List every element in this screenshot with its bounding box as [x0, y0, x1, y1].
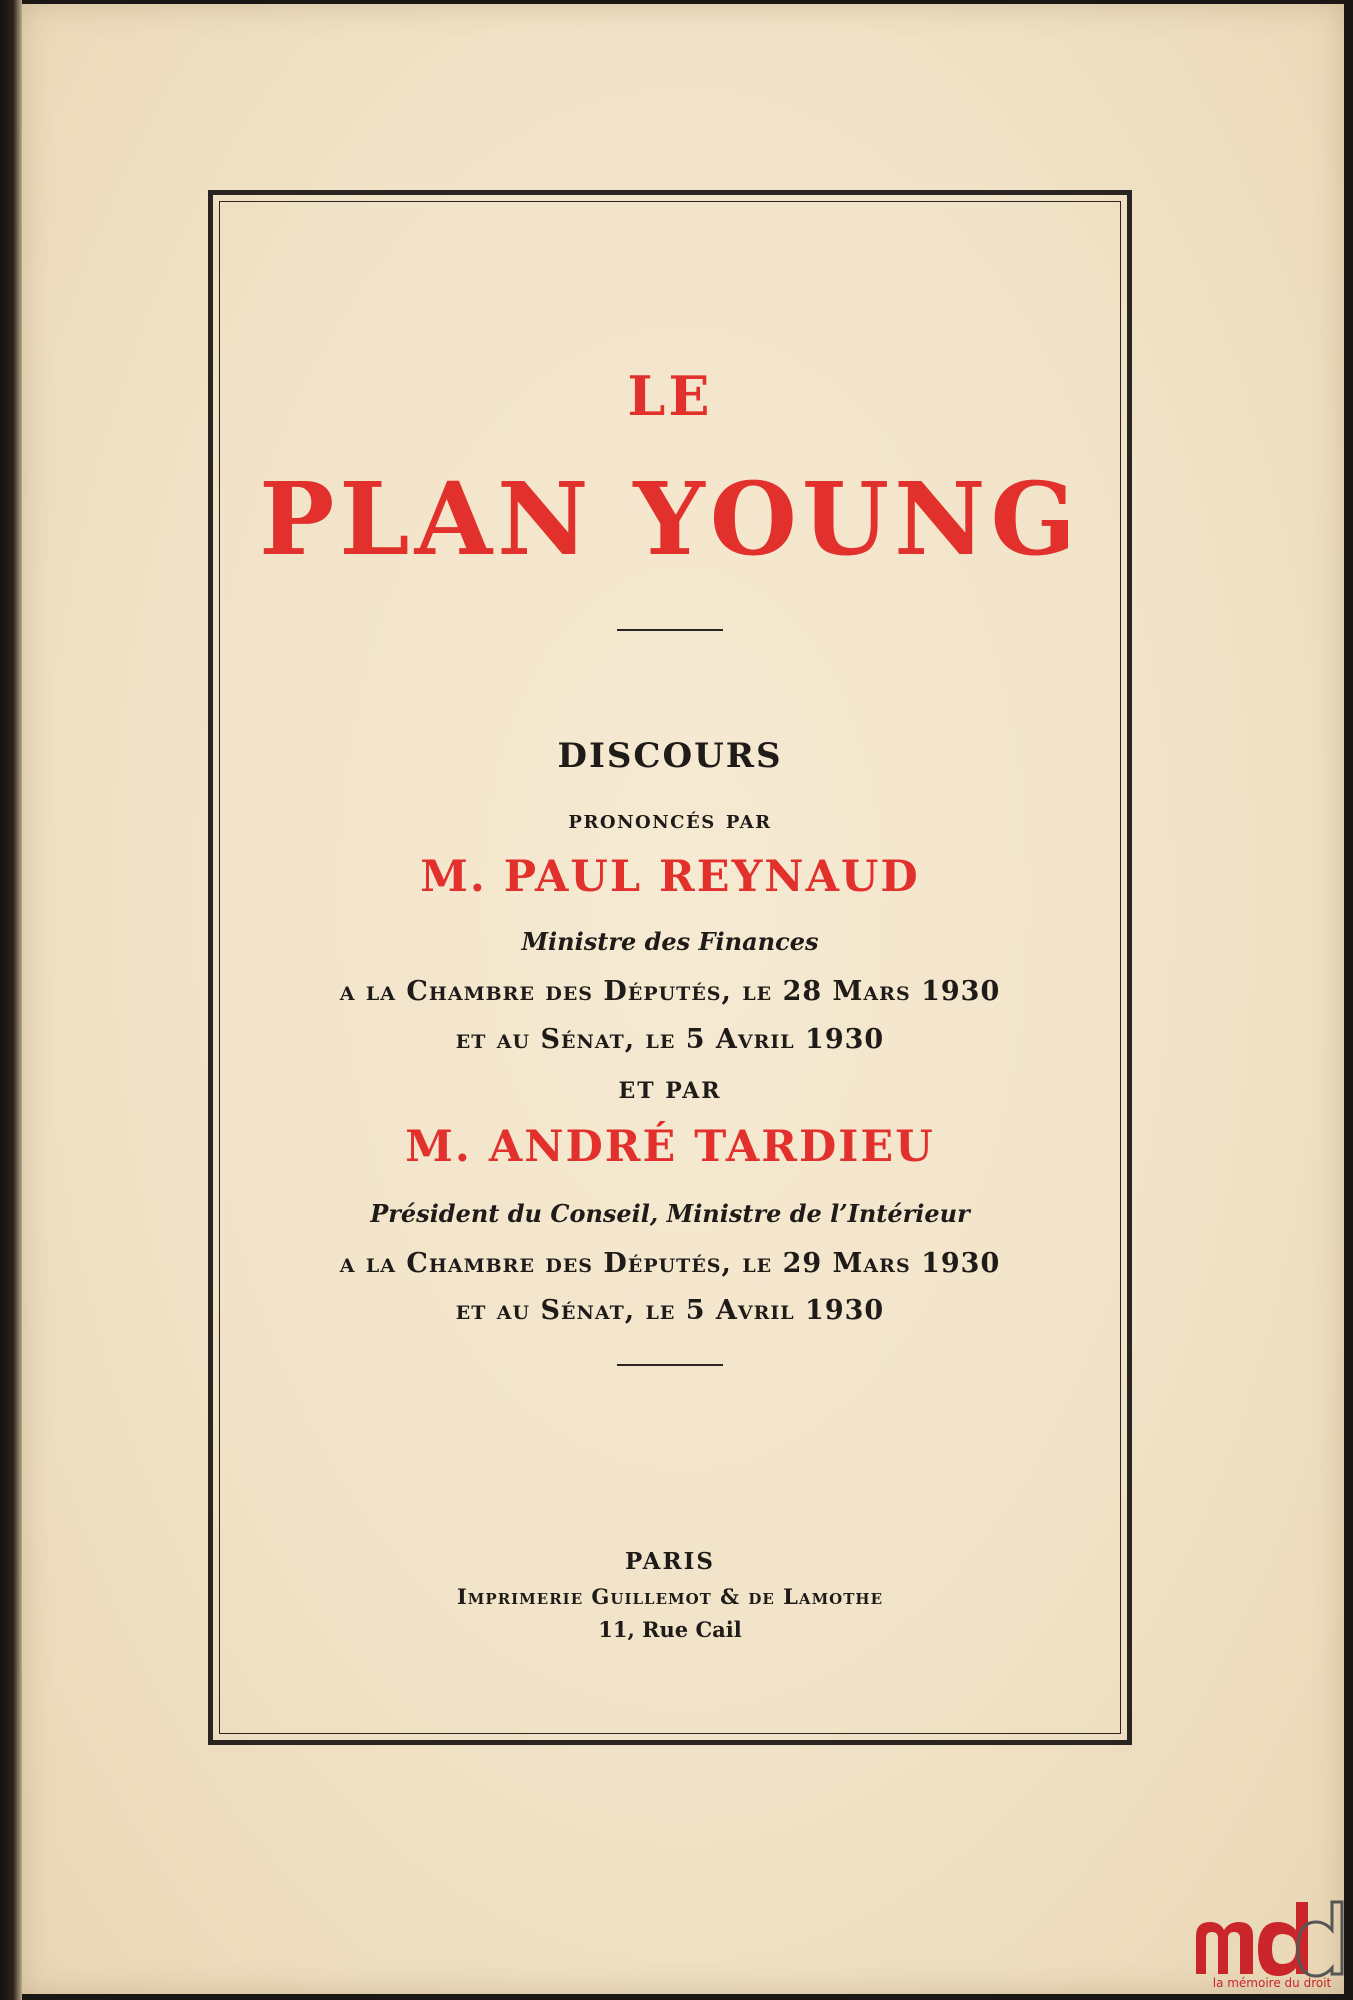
book-title: PLAN YOUNG: [259, 460, 1081, 578]
book-spine-edge: [0, 0, 22, 2000]
speaker2-role: Président du Conseil, Ministre de l’Intérieur: [370, 1199, 970, 1228]
imprint-city: PARIS: [625, 1548, 715, 1575]
imprint-printer: Imprimerie Guillemot & de Lamothe: [456, 1584, 884, 1609]
speaker1-role: Ministre des Finances: [521, 927, 819, 956]
watermark-caption: la mémoire du droit: [1212, 1976, 1332, 1990]
and-by-line: ET PAR: [618, 1078, 722, 1104]
speaker1-venue-chamber: a la Chambre des Députés, le 28 Mars 1930: [339, 976, 1001, 1007]
divider-bottom: [617, 1364, 723, 1366]
divider-top: [617, 629, 723, 631]
speaker2-venue-senate: et au Sénat, le 5 Avril 1930: [455, 1295, 885, 1326]
heading-discours: DISCOURS: [557, 736, 783, 776]
cover-content: [222, 204, 1118, 1731]
speaker1-name: M. PAUL REYNAUD: [420, 852, 920, 902]
speaker2-name: M. ANDRÉ TARDIEU: [405, 1122, 935, 1172]
title-article: LE: [627, 364, 713, 428]
speaker1-venue-senate: et au Sénat, le 5 Avril 1930: [455, 1024, 885, 1055]
speaker2-venue-chamber: a la Chambre des Députés, le 29 Mars 1930: [339, 1248, 1001, 1279]
imprint-address: 11, Rue Cail: [598, 1617, 742, 1642]
pronounced-by-line: prononcés par: [568, 805, 772, 834]
